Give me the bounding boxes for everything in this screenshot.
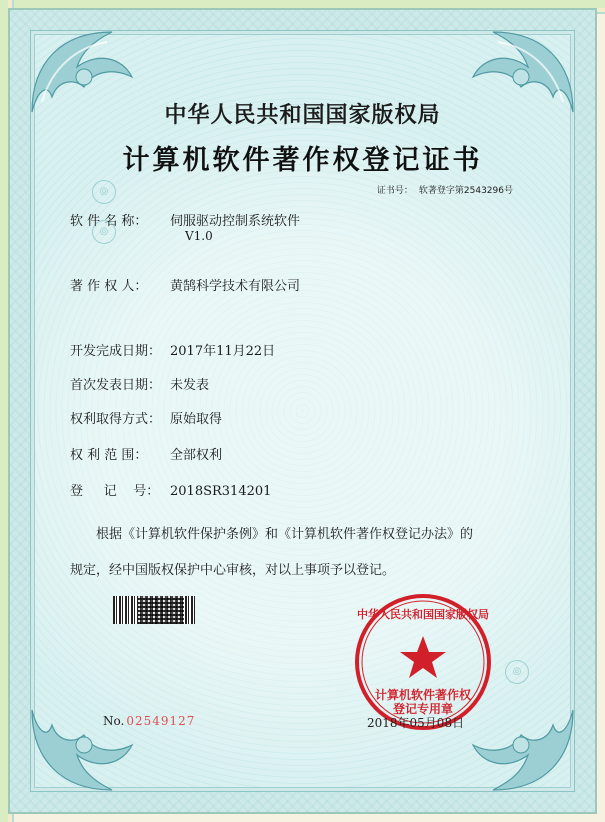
acquisition-label: 权利取得方式： [70, 412, 162, 427]
serial-value: 02549127 [126, 714, 196, 728]
scope-label: 权 利 范 围： [70, 448, 148, 463]
certificate-title: 计算机软件著作权登记证书 [122, 145, 483, 176]
scope-value: 全部权利 [170, 448, 223, 463]
completion-date-label: 开发完成日期： [70, 344, 162, 359]
issuing-agency: 中华人民共和国国家版权局 [164, 102, 441, 128]
registration-number-row [70, 480, 271, 499]
body-paragraph-end [70, 558, 550, 584]
publication-date-value: 未发表 [170, 378, 210, 393]
issue-date: 2018年05月08日 [367, 716, 465, 730]
copyright-owner-row [70, 275, 300, 294]
publication-date-row [70, 374, 209, 393]
software-name-label: 软 件 名 称： [70, 214, 148, 229]
security-code [138, 596, 184, 624]
seal-line-2: 登记专用章 [392, 702, 453, 716]
serial-label: No. [103, 714, 125, 728]
body-line-1: 根据《计算机软件保护条例》和《计算机软件著作权登记办法》的 [96, 527, 474, 542]
certificate-number-label: 证书号： [376, 186, 413, 196]
software-name-row [70, 210, 300, 229]
copyright-owner-value: 黄鹄科学技术有限公司 [170, 279, 301, 294]
copyright-owner-label: 著 作 权 人： [70, 279, 148, 294]
seal-ring-text: 中华人民共和国国家版权局 [357, 608, 489, 621]
acquisition-row [70, 408, 222, 427]
software-name-value: 伺服驱动控制系统软件 [170, 214, 301, 229]
completion-date-value: 2017年11月22日 [170, 344, 276, 359]
software-version: V1.0 [185, 229, 213, 243]
watermark-icon: ◎ [92, 220, 116, 244]
seal-line-1: 计算机软件著作权 [374, 688, 471, 702]
body-line-2: 规定，经中国版权保护中心审核，对以上事项予以登记。 [70, 563, 396, 578]
watermark-icon: ◎ [505, 660, 529, 684]
body-paragraph [70, 522, 550, 548]
certificate-number-value: 软著登字第2543296号 [418, 186, 513, 196]
publication-date-label: 首次发表日期： [70, 378, 162, 393]
serial-number [103, 714, 195, 728]
registration-number-label: 登 记 号： [70, 484, 160, 499]
certificate-number [371, 183, 513, 196]
scope-row [70, 444, 222, 463]
completion-date-row [70, 340, 275, 359]
registration-number-value: 2018SR314201 [170, 484, 272, 499]
acquisition-value: 原始取得 [170, 412, 223, 427]
watermark-icon: ◎ [92, 180, 116, 204]
